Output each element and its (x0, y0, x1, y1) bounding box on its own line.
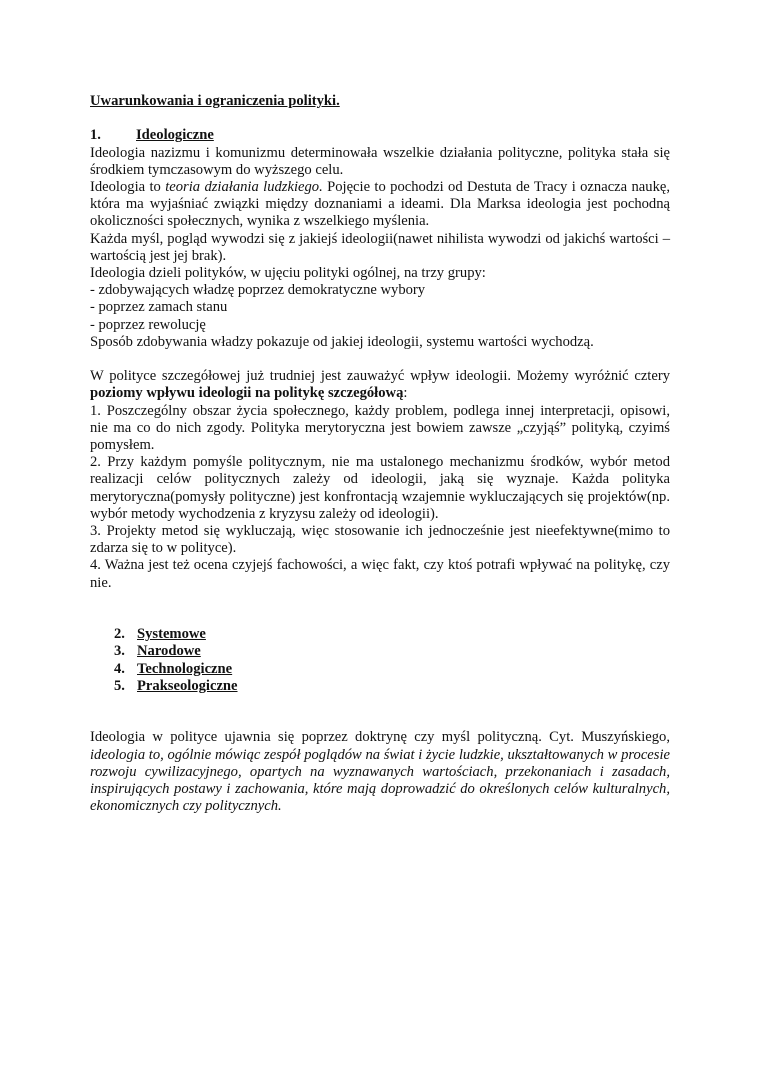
paragraph: Każda myśl, pogląd wywodzi się z jakiejś ideologii(nawet nihilista wywodzi od jakichś wartości – wartością jest jej brak). (90, 230, 670, 264)
document-page (90, 93, 670, 815)
paragraph: Ideologia dzieli polityków, w ujęciu polityki ogólnej, na trzy grupy: (90, 265, 486, 282)
paragraph-intro: W polityce szczegółowej już trudniej jest zauważyć wpływ ideologii. Możemy wyróżnić cztery poziomy wpływu ideologii na politykę szczegółową: (90, 368, 670, 402)
list-item: 4. Technologiczne (114, 660, 233, 677)
numbered-point: 2. Przy każdym pomyśle politycznym, nie ma ustalonego mechanizmu środków, wybór metod realizacji celów politycznych zależy od ideologii, jaką się wyznaje. Każda polityka merytoryczna(pomysły polityczne) jest konfrontacją wzajemnie wykluczających się projektów(np. wybór metody wychodzenia z kryzysu zależy od ideologii). (90, 454, 670, 522)
bold-phrase: poziomy wpływu ideologii na politykę szczegółową (90, 385, 404, 402)
paragraph-definition: Ideologia to teoria działania ludzkiego. Pojęcie to pochodzi od Destuta de Tracy i oznacza naukę, która ma wyjaśniać związki między doznaniami a ideami. Dla Marksa ideologia jest pochodną okoliczności społecznych, wynika z wszelkiego myślenia. (90, 179, 670, 230)
quote-italic: ideologia to, ogólnie mówiąc zespół poglądów na świat i życie ludzkie, ukształtowanych w procesie rozwoju cywilizacyjnego, opartych na wyznawanych wartościach, przekonaniach i zasadach, inspirujących postawy i zachowania, które mają doprowadzić do określonych celów kulturalnych, ekonomicznych czy politycznych. (90, 746, 670, 815)
list-item: - poprzez zamach stanu (90, 299, 228, 316)
paragraph: Ideologia nazizmu i komunizmu determinowała wszelkie działania polityczne, polityka stała się środkiem tymczasowym do wyższego celu. (90, 144, 670, 178)
numbered-point: 3. Projekty metod się wykluczają, więc stosowanie ich jednocześnie jest nieefektywne(mimo to zdarza się to w polityce). (90, 523, 670, 557)
document-title: Uwarunkowania i ograniczenia polityki. (90, 93, 340, 109)
numbered-point: 4. Ważna jest też ocena czyjejś fachowości, a więc fakt, czy ktoś potrafi wpływać na politykę, czy nie. (90, 557, 670, 591)
list-item: 3. Narodowe (114, 643, 201, 660)
definition-italic: teoria działania ludzkiego. (165, 179, 323, 195)
list-item: - poprzez rewolucję (90, 316, 206, 333)
section-number: 1. (90, 127, 101, 144)
list-item: 5. Prakseologiczne (114, 677, 238, 694)
section-list (114, 626, 670, 695)
numbered-point: 1. Poszczególny obszar życia społecznego, każdy problem, podlega innej interpretacji, opisowi, nie ma co do nich zgody. Polityka merytoryczna jest bowiem zawsze „czyjąś” polityką, czyimś pomysłem. (90, 402, 670, 454)
closing-paragraph: Ideologia w polityce ujawnia się poprzez doktrynę czy myśl polityczną. Cyt. Muszyńskiego, ideologia to, ogólnie mówiąc zespół poglądów na świat i życie ludzkie, ukształtowanych w procesie rozwoju cywilizacyjnego, opartych na wyznawanych wartościach, przekonaniach i zasadach, inspirujących postawy i zachowania, które mają doprowadzić do określonych celów kulturalnych, ekonomicznych czy politycznych. (90, 729, 670, 815)
list-item: 2. Systemowe (114, 626, 206, 643)
section-1-heading (90, 127, 670, 144)
section-label: Ideologiczne (136, 127, 214, 144)
list-item: - zdobywających władzę poprzez demokratyczne wybory (90, 282, 426, 299)
paragraph: Sposób zdobywania władzy pokazuje od jakiej ideologii, systemu wartości wychodzą. (90, 333, 594, 350)
